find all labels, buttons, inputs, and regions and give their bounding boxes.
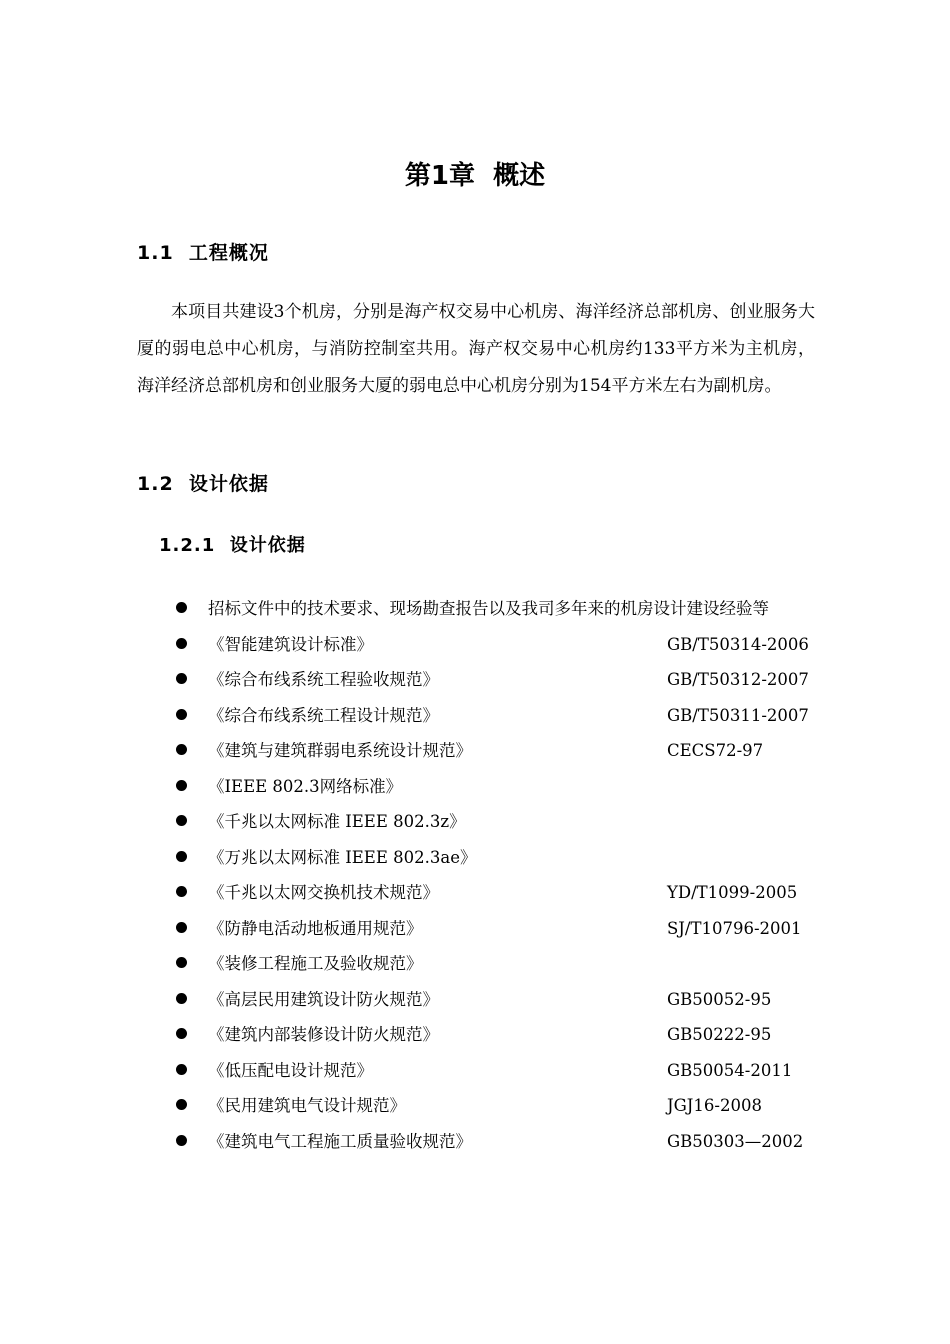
bullet-dot-icon bbox=[176, 851, 187, 862]
chapter-title: 第1章 概述 bbox=[404, 161, 546, 191]
list-item bbox=[0, 591, 950, 627]
basis-item-text: 《低压配电设计规范》 bbox=[208, 1060, 373, 1080]
bullet-dot-icon bbox=[176, 780, 187, 791]
basis-item-text: 《万兆以太网标准 IEEE 802.3ae》 bbox=[208, 847, 477, 867]
bullet-dot-icon bbox=[176, 602, 187, 613]
bullet-dot-icon bbox=[176, 1028, 187, 1039]
standard-code: GB50303—2002 bbox=[667, 1131, 804, 1151]
subsection-heading-basis: 1.2.1 设计依据 bbox=[159, 535, 306, 556]
list-item bbox=[0, 733, 950, 769]
basis-list bbox=[0, 591, 950, 1159]
standard-code: JGJ16-2008 bbox=[667, 1096, 762, 1115]
basis-item-text: 《建筑与建筑群弱电系统设计规范》 bbox=[208, 741, 472, 760]
list-item bbox=[0, 875, 950, 911]
bullet-dot-icon bbox=[176, 993, 187, 1004]
standard-code: GB/T50314-2006 bbox=[667, 634, 809, 654]
basis-item-text: 《装修工程施工及验收规范》 bbox=[208, 954, 423, 973]
basis-item-text: 招标文件中的技术要求、现场勘查报告以及我司多年来的机房设计建设经验等 bbox=[208, 599, 769, 618]
section-heading-basis: 1.2 设计依据 bbox=[137, 473, 269, 495]
bullet-dot-icon bbox=[176, 1135, 187, 1146]
overview-paragraph: 本项目共建设3个机房，分别是海产权交易中心机房、海洋经济总部机房、创业服务大厦的弱电总中心机房，与消防控制室共用。海产权交易中心机房约133平方米为主机房，海洋经济总部机房和创业服务大厦的弱电总中心机房分别为154平方米左右为副机房。 bbox=[137, 302, 815, 396]
list-item bbox=[0, 840, 950, 876]
list-item bbox=[0, 911, 950, 947]
standard-code: CECS72-97 bbox=[667, 741, 764, 760]
bullet-dot-icon bbox=[176, 957, 187, 968]
standard-code: YD/T1099-2005 bbox=[667, 883, 798, 902]
list-item bbox=[0, 769, 950, 805]
list-item bbox=[0, 1017, 950, 1053]
overview-paragraph-block bbox=[137, 294, 815, 405]
list-item bbox=[0, 1088, 950, 1124]
bullet-dot-icon bbox=[176, 922, 187, 933]
basis-item-text: 《建筑电气工程施工质量验收规范》 bbox=[208, 1131, 472, 1151]
list-item bbox=[0, 946, 950, 982]
list-item bbox=[0, 698, 950, 734]
standard-code: GB50222-95 bbox=[667, 1025, 772, 1044]
basis-item-text: 《智能建筑设计标准》 bbox=[208, 634, 373, 654]
list-item bbox=[0, 982, 950, 1018]
bullet-dot-icon bbox=[176, 815, 187, 826]
bullet-dot-icon bbox=[176, 886, 187, 897]
standard-code: GB/T50312-2007 bbox=[667, 670, 809, 689]
section-heading-overview: 1.1 工程概况 bbox=[137, 242, 269, 264]
standard-code: GB50052-95 bbox=[667, 989, 772, 1009]
bullet-dot-icon bbox=[176, 709, 187, 720]
bullet-dot-icon bbox=[176, 744, 187, 755]
basis-item-text: 《高层民用建筑设计防火规范》 bbox=[208, 989, 439, 1009]
basis-item-text: 《千兆以太网交换机技术规范》 bbox=[208, 883, 439, 902]
list-item bbox=[0, 627, 950, 663]
basis-item-text: 《综合布线系统工程验收规范》 bbox=[208, 670, 439, 689]
list-item bbox=[0, 1053, 950, 1089]
bullet-dot-icon bbox=[176, 638, 187, 649]
standard-code: SJ/T10796-2001 bbox=[667, 918, 802, 938]
basis-item-text: 《民用建筑电气设计规范》 bbox=[208, 1096, 406, 1115]
basis-item-text: 《防静电活动地板通用规范》 bbox=[208, 918, 423, 938]
bullet-dot-icon bbox=[176, 1099, 187, 1110]
basis-item-text: 《千兆以太网标准 IEEE 802.3z》 bbox=[208, 812, 466, 831]
bullet-dot-icon bbox=[176, 673, 187, 684]
list-item bbox=[0, 804, 950, 840]
list-item bbox=[0, 662, 950, 698]
basis-item-text: 《IEEE 802.3网络标准》 bbox=[208, 776, 403, 796]
standard-code: GB/T50311-2007 bbox=[667, 705, 809, 725]
basis-item-text: 《综合布线系统工程设计规范》 bbox=[208, 705, 439, 725]
list-item bbox=[0, 1124, 950, 1160]
standard-code: GB50054-2011 bbox=[667, 1060, 793, 1080]
bullet-dot-icon bbox=[176, 1064, 187, 1075]
basis-item-text: 《建筑内部装修设计防火规范》 bbox=[208, 1025, 439, 1044]
